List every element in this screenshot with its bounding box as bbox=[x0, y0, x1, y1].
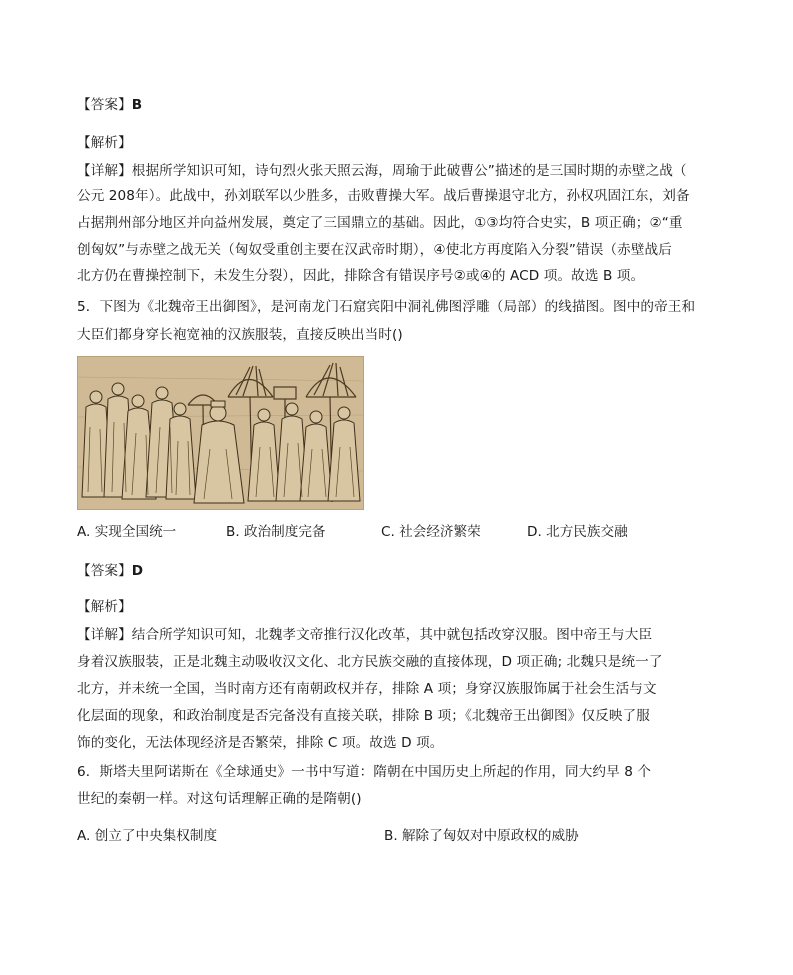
q5-analysis-heading: 【解析】 bbox=[77, 599, 132, 615]
q4-answer-tag: 【答案】 bbox=[77, 97, 132, 113]
q5-answer-line bbox=[77, 561, 143, 581]
q6-option-a: A. 创立了中央集权制度 bbox=[77, 828, 218, 844]
q5-detail-line-3: 北方，并未统一全国，当时南方还有南朝政权并存，排除 A 项；身穿汉族服饰属于社会生活与文 bbox=[77, 681, 657, 697]
q5-stem-line-1: 5．下图为《北魏帝王出御图》，是河南龙门石窟宾阳中洞礼佛图浮雕（局部）的线描图。图中的帝王和 bbox=[77, 299, 696, 315]
q5-detail-line-2: 身着汉族服装，正是北魏主动吸收汉文化、北方民族交融的直接体现，D 项正确; 北魏只是统一了 bbox=[77, 654, 663, 670]
q4-detail-line-1: 【详解】根据所学知识可知，诗句烈火张天照云海，周瑜于此破曹公”描述的是三国时期的赤壁之战（ bbox=[77, 163, 687, 179]
q5-option-d: D. 北方民族交融 bbox=[527, 524, 628, 540]
q5-detail-line-1: 【详解】结合所学知识可知，北魏孝文帝推行汉化改革，其中就包括改穿汉服。图中帝王与大臣 bbox=[77, 627, 653, 643]
q6-stem-line-2: 世纪的秦朝一样。对这句话理解正确的是隋朝() bbox=[77, 791, 362, 807]
q5-answer-tag: 【答案】 bbox=[77, 563, 132, 579]
relief-line-drawing-image bbox=[77, 356, 364, 510]
q4-detail-line-4: 创匈奴”与赤壁之战无关（匈奴受重创主要在汉武帝时期），④使北方再度陷入分裂”错误（赤壁战后 bbox=[77, 242, 672, 258]
q5-detail-line-5: 饰的变化，无法体现经济是否繁荣，排除 C 项。故选 D 项。 bbox=[77, 735, 444, 751]
q4-answer-line bbox=[77, 95, 142, 115]
q4-answer-value: B bbox=[131, 97, 143, 113]
q6-option-b: B. 解除了匈奴对中原政权的威胁 bbox=[384, 828, 579, 844]
q4-detail-line-5: 北方仍在曹操控制下，未发生分裂），因此，排除含有错误序号②或④的 ACD 项。故选 B 项。 bbox=[77, 268, 645, 284]
q5-answer-value: D bbox=[131, 563, 144, 579]
q5-option-b: B. 政治制度完备 bbox=[226, 524, 326, 540]
q5-option-a: A. 实现全国统一 bbox=[77, 524, 177, 540]
q5-detail-line-4: 化层面的现象，和政治制度是否完备没有直接关联，排除 B 项；《北魏帝王出御图》仅反映了服 bbox=[77, 708, 650, 724]
q5-stem-line-2: 大臣们都身穿长袍宽袖的汉族服装，直接反映出当时() bbox=[77, 327, 403, 343]
q4-detail-line-3: 占据荆州部分地区并向益州发展，奠定了三国鼎立的基础。因此，①③均符合史实，B 项正确；②“重 bbox=[77, 215, 683, 231]
q4-detail-line-2: 公元 208年）。此战中，孙刘联军以少胜多，击败曹操大军。战后曹操退守北方，孙权巩固江东，刘备 bbox=[77, 188, 690, 204]
q4-analysis-heading: 【解析】 bbox=[77, 135, 132, 151]
q6-stem-line-1: 6．斯塔夫里阿诺斯在《全球通史》一书中写道：隋朝在中国历史上所起的作用，同大约早 8 个 bbox=[77, 764, 652, 780]
q5-option-c: C. 社会经济繁荣 bbox=[381, 524, 481, 540]
